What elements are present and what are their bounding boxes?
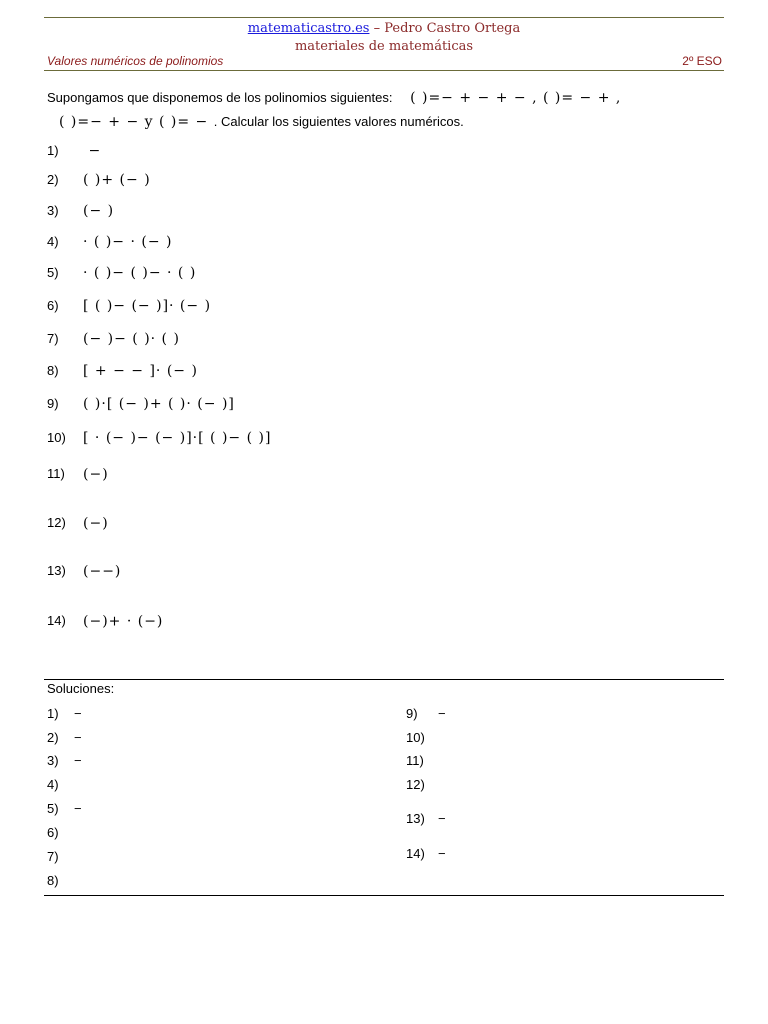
exercise-number: 10) bbox=[47, 430, 66, 445]
exercise-number: 8) bbox=[47, 363, 59, 378]
exercise-number: 6) bbox=[47, 298, 59, 313]
solution-1 bbox=[47, 706, 82, 721]
author-name: Pedro Castro Ortega bbox=[384, 21, 521, 36]
exercise-8 bbox=[47, 363, 198, 379]
exercise-expression: (− )− ( )· ( ) bbox=[83, 331, 180, 347]
solution-number: 8) bbox=[47, 873, 59, 888]
exercise-4 bbox=[47, 234, 172, 250]
solution-value: − bbox=[74, 801, 82, 816]
solution-number: 14) bbox=[406, 846, 425, 861]
exercise-12 bbox=[47, 515, 109, 532]
exercise-13 bbox=[47, 563, 121, 580]
solution-number: 5) bbox=[47, 801, 59, 816]
solution-number: 10) bbox=[406, 730, 425, 745]
exercise-expression: ( )+ (− ) bbox=[83, 172, 151, 188]
solution-value: − bbox=[74, 753, 82, 768]
solution-number: 4) bbox=[47, 777, 59, 792]
solution-6 bbox=[47, 825, 74, 840]
exercise-5 bbox=[47, 265, 196, 281]
solution-11 bbox=[406, 753, 438, 768]
course-level: 2º ESO bbox=[682, 54, 722, 68]
solutions-bottom-rule bbox=[44, 895, 724, 896]
solution-value: − bbox=[438, 706, 446, 721]
header-dash: – bbox=[369, 21, 385, 36]
exercise-number: 12) bbox=[47, 515, 66, 530]
solution-number: 2) bbox=[47, 730, 59, 745]
exercise-expression: [ + − − ]· (− ) bbox=[83, 363, 198, 379]
intro-line-1 bbox=[47, 90, 621, 106]
exercise-number: 1) bbox=[47, 143, 59, 158]
exercise-expression: (−)+ · (−) bbox=[83, 613, 164, 630]
exercise-number: 11) bbox=[47, 466, 65, 481]
exercise-expression: · ( )− ( )− · ( ) bbox=[83, 265, 197, 281]
site-subtitle: materiales de matemáticas bbox=[294, 39, 474, 54]
exercise-10 bbox=[47, 430, 271, 446]
exercise-expression: (−) bbox=[83, 466, 109, 483]
solution-14 bbox=[406, 846, 446, 861]
intro-formula-1: ( )=− + − + − , ( )= − + , bbox=[410, 90, 622, 106]
solution-5 bbox=[47, 801, 82, 816]
solution-number: 9) bbox=[406, 706, 418, 721]
solution-number: 1) bbox=[47, 706, 59, 721]
exercise-expression: ( )·[ (− )+ ( )· (− )] bbox=[83, 396, 235, 412]
exercise-11 bbox=[47, 466, 109, 483]
exercise-number: 9) bbox=[47, 396, 59, 411]
exercise-expression: (− ) bbox=[83, 203, 115, 219]
solution-7 bbox=[47, 849, 74, 864]
solution-3 bbox=[47, 753, 82, 768]
exercise-2 bbox=[47, 172, 151, 188]
solution-9 bbox=[406, 706, 446, 721]
intro-formula-2: ( )=− + − y ( )= − bbox=[59, 114, 214, 130]
solution-value: − bbox=[74, 730, 82, 745]
solution-number: 11) bbox=[406, 753, 424, 768]
exercise-expression: [ · (− )− (− )]·[ ( )− ( )] bbox=[83, 430, 272, 446]
exercise-expression: · ( )− · (− ) bbox=[83, 234, 173, 250]
solution-value: − bbox=[438, 846, 446, 861]
solution-value: − bbox=[74, 706, 82, 721]
solution-number: 12) bbox=[406, 777, 425, 792]
solution-8 bbox=[47, 873, 74, 888]
solutions-title: Soluciones: bbox=[47, 681, 115, 696]
intro-text: Supongamos que disponemos de los polinomios siguientes: bbox=[47, 90, 393, 105]
exercise-3 bbox=[47, 203, 114, 219]
exercise-expression: [ ( )− (− )]· (− ) bbox=[83, 298, 212, 314]
solution-value: − bbox=[438, 811, 446, 826]
exercise-14 bbox=[47, 613, 163, 630]
exercise-expression: (−−) bbox=[83, 563, 122, 580]
solution-10 bbox=[406, 730, 438, 745]
solution-number: 6) bbox=[47, 825, 59, 840]
site-link[interactable]: matematicastro.es bbox=[247, 21, 370, 36]
header-bottom-rule bbox=[44, 70, 724, 71]
exercise-number: 7) bbox=[47, 331, 59, 346]
solution-13 bbox=[406, 811, 446, 826]
solution-number: 3) bbox=[47, 753, 59, 768]
solution-2 bbox=[47, 730, 82, 745]
solution-4 bbox=[47, 777, 74, 792]
solution-number: 13) bbox=[406, 811, 425, 826]
header-top-rule bbox=[44, 17, 724, 18]
exercise-number: 3) bbox=[47, 203, 59, 218]
solutions-top-rule bbox=[44, 679, 724, 680]
exercise-number: 14) bbox=[47, 613, 66, 628]
exercise-number: 4) bbox=[47, 234, 59, 249]
exercise-number: 2) bbox=[47, 172, 59, 187]
exercise-expression: − bbox=[83, 143, 102, 159]
intro-line-2 bbox=[47, 114, 464, 130]
exercise-number: 13) bbox=[47, 563, 66, 578]
solution-12 bbox=[406, 777, 438, 792]
exercise-expression: (−) bbox=[83, 515, 109, 532]
exercise-7 bbox=[47, 331, 180, 347]
intro-instruction: . Calcular los siguientes valores numéricos. bbox=[213, 114, 464, 129]
exercise-9 bbox=[47, 396, 235, 412]
exercise-6 bbox=[47, 298, 211, 314]
solution-number: 7) bbox=[47, 849, 59, 864]
exercise-number: 5) bbox=[47, 265, 59, 280]
site-header bbox=[0, 20, 768, 37]
document-title: Valores numéricos de polinomios bbox=[47, 54, 224, 68]
exercise-1 bbox=[47, 143, 101, 159]
